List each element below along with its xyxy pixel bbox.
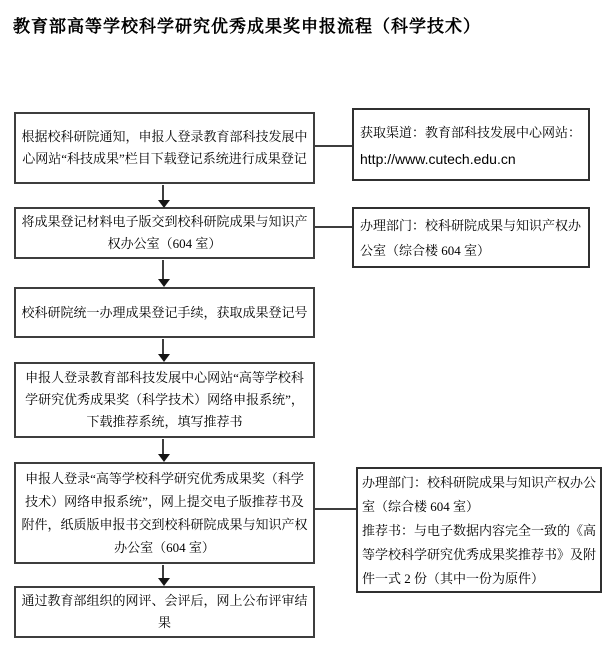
flow-step-2-submit-electronic bbox=[14, 207, 315, 259]
arrow-shaft bbox=[162, 260, 164, 281]
note-submission-department-text: 办理部门：校科研院成果与知识产权办公室（综合楼 604 室） bbox=[362, 475, 597, 514]
arrow-head bbox=[158, 279, 170, 287]
connector-line bbox=[315, 226, 352, 228]
flow-step-1-label: 根据校科研院通知，申报人登录教育部科技发展中心网站“科技成果”栏目下载登记系统进行成果登记 bbox=[21, 129, 308, 166]
note-box-registration-department bbox=[352, 207, 590, 268]
down-arrow-icon bbox=[157, 185, 170, 208]
connector-line bbox=[315, 508, 356, 510]
note-submission-recommendation-text: 推荐书：与电子数据内容完全一致的《高等学校科学研究优秀成果奖推荐书》及附件一式 2 份（其中一份为原件） bbox=[362, 523, 597, 586]
down-arrow-icon bbox=[157, 439, 170, 462]
connector-line bbox=[315, 145, 352, 147]
flow-step-4-label: 申报人登录教育部科技发展中心网站“高等学校科学研究优秀成果奖（科学技术）网络申报系统”，下载推荐系统，填写推荐书 bbox=[25, 370, 304, 429]
flow-step-3-label: 校科研院统一办理成果登记手续，获取成果登记号 bbox=[21, 304, 308, 320]
flow-step-2-label: 将成果登记材料电子版交到校科研院成果与知识产权办公室（604 室） bbox=[21, 214, 308, 251]
flow-step-3-obtain-registration-number bbox=[14, 287, 315, 338]
note-box-channel bbox=[352, 108, 590, 181]
page-title: 教育部高等学校科学研究优秀成果奖申报流程（科学技术） bbox=[13, 17, 481, 36]
note-channel-url: http://www.cutech.edu.cn bbox=[360, 151, 516, 167]
arrow-head bbox=[158, 200, 170, 208]
note-registration-department-text: 办理部门：校科研院成果与知识产权办公室（综合楼 604 室） bbox=[360, 218, 582, 258]
note-channel-label: 获取渠道：教育部科技发展中心网站： bbox=[360, 125, 582, 140]
down-arrow-icon bbox=[157, 339, 170, 362]
flow-step-5-online-submission bbox=[14, 462, 315, 564]
down-arrow-icon bbox=[157, 260, 170, 287]
arrow-head bbox=[158, 454, 170, 462]
arrow-head bbox=[158, 578, 170, 586]
arrow-head bbox=[158, 354, 170, 362]
note-box-submission-department bbox=[356, 467, 602, 593]
flow-step-1-register-download bbox=[14, 112, 315, 184]
flow-step-4-fill-recommendation bbox=[14, 362, 315, 438]
flow-step-5-label: 申报人登录“高等学校科学研究优秀成果奖（科学技术）网络申报系统”，网上提交电子版推荐书及附件，纸质版申报书交到校科研院成果与知识产权办公室（604 室） bbox=[21, 471, 308, 555]
flow-step-6-publish-results bbox=[14, 586, 315, 638]
flow-step-6-label: 通过教育部组织的网评、会评后，网上公布评审结果 bbox=[21, 593, 308, 630]
down-arrow-icon bbox=[157, 565, 170, 586]
